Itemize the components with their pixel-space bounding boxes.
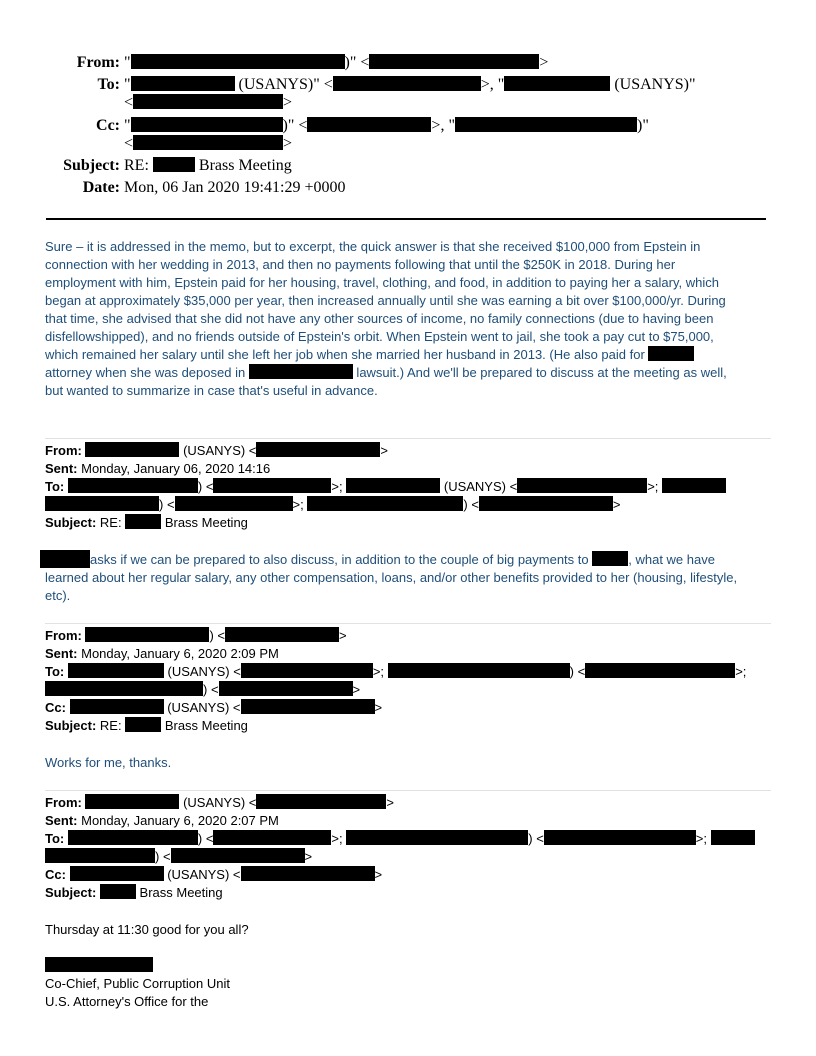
redaction (369, 54, 539, 69)
redaction (241, 866, 375, 881)
redaction (125, 717, 161, 732)
email1-header: From: (USANYS) < > Sent: Monday, January 06, 2020 14:16 To: ) < >; (USANYS) < >; ) < >; ) < > Subject: RE: Brass Meeting (45, 442, 773, 532)
redaction (662, 478, 726, 493)
header-cc-label: Cc: (96, 117, 120, 134)
redaction (45, 957, 153, 972)
header-subject-label: Subject: (63, 157, 120, 174)
email3-header: From: (USANYS) < > Sent: Monday, January 6, 2020 2:07 PM To: ) < >; ) < >; ) < > Cc: (USANYS) < > Subject: Brass Meeting (45, 794, 773, 902)
redaction (213, 830, 331, 845)
redaction (171, 848, 305, 863)
header-from-label: From: (76, 54, 120, 71)
redaction (585, 663, 735, 678)
email-divider (45, 790, 771, 791)
redaction (85, 794, 179, 809)
redaction (256, 442, 380, 457)
redaction (133, 135, 283, 150)
email2-header: From: ) < > Sent: Monday, January 6, 2020 2:09 PM To: (USANYS) < >; ) < >; ) < > Cc: (USANYS) < > Subject: RE: Brass Meeting (45, 628, 747, 733)
redaction (153, 157, 195, 172)
redaction (241, 699, 375, 714)
redaction (133, 94, 283, 109)
redaction (131, 54, 345, 69)
email1-body: asks if we can be prepared to also discuss, in addition to the couple of big payments to , what we have learned about her regular salary, any other compensation, loans, and/or other benefits provided to her (housing, lifestyle, etc). (45, 550, 773, 605)
redaction (175, 496, 293, 511)
email-divider (45, 623, 771, 624)
redaction (648, 346, 694, 361)
redaction (504, 76, 610, 91)
signature-office: U.S. Attorney's Office for the (45, 994, 209, 1009)
redaction (333, 76, 481, 91)
header-date-label: Date: (82, 179, 120, 196)
redaction (68, 478, 198, 493)
redaction (388, 663, 570, 678)
signature-title: Co-Chief, Public Corruption Unit (45, 976, 230, 991)
redaction (125, 514, 161, 529)
redaction (85, 442, 179, 457)
email3-signature (45, 957, 773, 1011)
email2-body: Works for me, thanks. (45, 755, 172, 770)
redaction (346, 478, 440, 493)
redaction (455, 117, 637, 132)
redaction (592, 551, 628, 566)
redaction (45, 496, 159, 511)
email-divider (45, 438, 771, 439)
redaction (70, 866, 164, 881)
redaction (517, 478, 647, 493)
redaction (40, 550, 90, 568)
redaction (346, 830, 528, 845)
redaction (131, 76, 235, 91)
redaction (225, 627, 339, 642)
header-to-label: To: (97, 76, 120, 93)
email3-body: Thursday at 11:30 good for you all? (45, 922, 249, 937)
redaction (85, 627, 209, 642)
redaction (219, 681, 353, 696)
redaction (307, 496, 463, 511)
redaction (100, 884, 136, 899)
redaction (213, 478, 331, 493)
redaction (45, 848, 155, 863)
redaction (70, 699, 164, 714)
redaction (479, 496, 613, 511)
redaction (711, 830, 755, 845)
header-date-value: Mon, 06 Jan 2020 19:41:29 +0000 (124, 179, 346, 196)
redaction (45, 681, 203, 696)
redaction (131, 117, 283, 132)
redaction (249, 364, 353, 379)
redaction (68, 830, 198, 845)
redaction (307, 117, 431, 132)
redaction (68, 663, 164, 678)
redaction (256, 794, 386, 809)
reply-body: Sure – it is addressed in the memo, but to excerpt, the quick answer is that she received $100,000 from Epstein in connection with her wedding in 2013, and then no payments following that until the $250K in 2018. During her employment with him, Epstein paid for her housing, travel, clothing, and food, in addition to paying her a salary, which began at approximately $35,000 per year, then increased annually until she was earning a bit over $100,000/yr. During that time, she advised that she did not have any other sources of income, no family connections (due to having been disfellowshipped), and no friends outside of Epstein's orbit. When Epstein went to jail, she took a pay cut to $75,000, which remained her salary until she left her job when she married her husband in 2013. (He also paid for attorney when she was deposed in lawsuit.) And we'll be prepared to discuss at the meeting as well, but wanted to summarize in case that's useful in advance. (45, 239, 727, 398)
header-divider (46, 218, 766, 220)
redaction (544, 830, 696, 845)
redaction (241, 663, 373, 678)
